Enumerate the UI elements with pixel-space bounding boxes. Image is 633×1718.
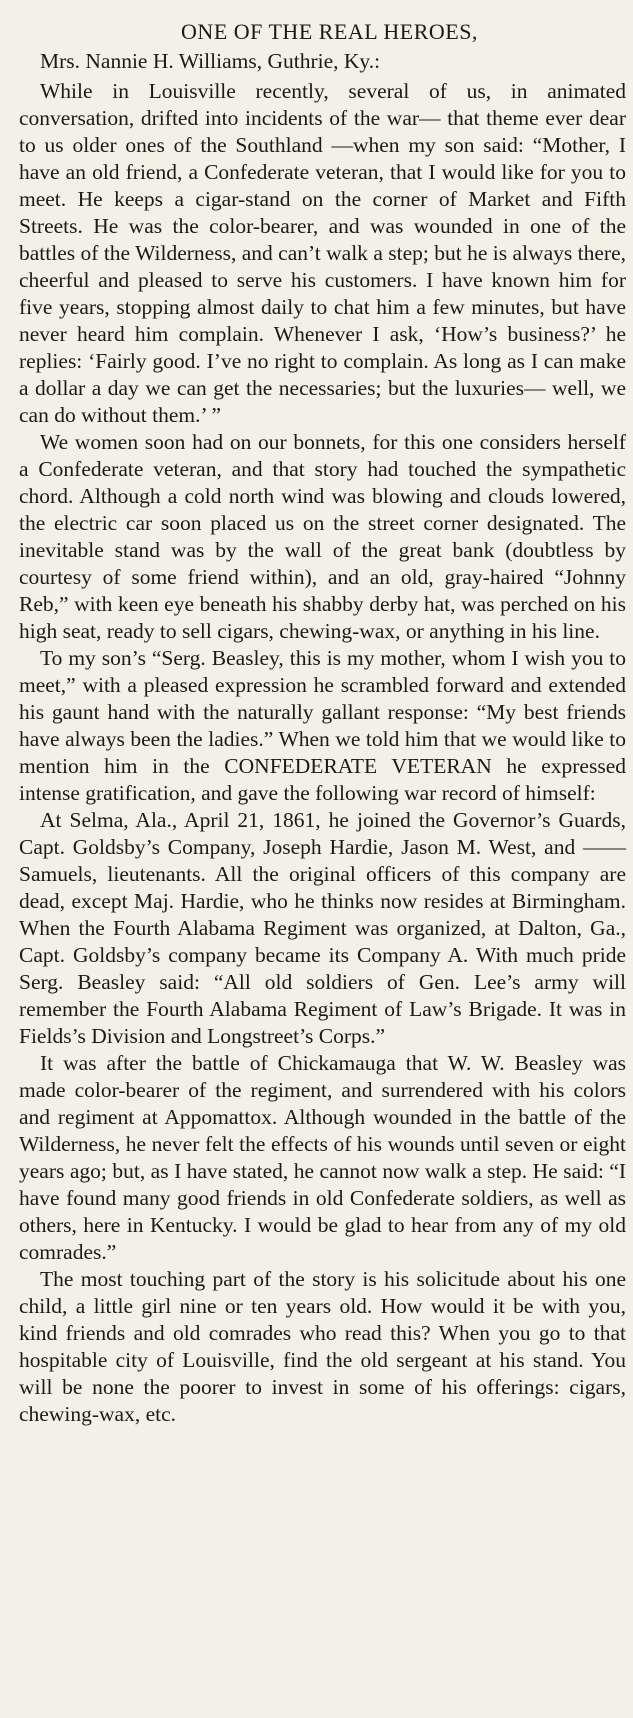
article (19, 18, 626, 1428)
article-title: ONE OF THE REAL HEROES, (181, 19, 478, 44)
article-byline: Mrs. Nannie H. Williams, Guthrie, Ky.: (40, 49, 381, 73)
article-paragraph: The most touching part of the story is his solicitude about his one child, a little girl nine or ten years old. How would it be with you, kind friends and old comrades who read this? When you go to that hospitable city of Louisville, find the old sergeant at his stand. You will be none the poorer to invest in some of his offerings: cigars, chewing-wax, etc. (19, 1267, 626, 1426)
article-paragraph: While in Louisville recently, several of us, in animated conversation, drifted into incidents of the war— that theme ever dear to us older ones of the Southland —when my son said: “Mother, I have an old friend, a Confederate veteran, that I would like for you to meet. He keeps a cigar-stand on the corner of Market and Fifth Streets. He was the color-bearer, and was wounded in one of the battles of the Wilderness, and can’t walk a step; but he is always there, cheerful and pleased to serve his customers. I have known him for five years, stopping almost daily to chat him a few minutes, but have never heard him complain. Whenever I ask, ‘How’s business?’ he replies: ‘Fairly good. I’ve no right to complain. As long as I can make a dollar a day we can get the necessaries; but the luxuries— well, we can do without them.’ ” (19, 79, 626, 427)
article-paragraph: To my son’s “Serg. Beasley, this is my mother, whom I wish you to meet,” with a pleased expression he scrambled forward and extended his gaunt hand with the naturally gallant response: “My best friends have always been the ladies.” When we told him that we would like to mention him in the CONFEDERATE VETERAN he expressed intense gratification, and gave the following war record of himself: (19, 646, 626, 805)
article-paragraph: We women soon had on our bonnets, for this one considers herself a Confederate veteran, and that story had touched the sympathetic chord. Although a cold north wind was blowing and clouds lowered, the electric car soon placed us on the street corner designated. The inevitable stand was by the wall of the great bank (doubtless by courtesy of some friend within), and an old, gray-haired “Johnny Reb,” with keen eye beneath his shabby derby hat, was perched on his high seat, ready to sell cigars, chewing-wax, or anything in his line. (19, 430, 626, 643)
article-paragraph: At Selma, Ala., April 21, 1861, he joined the Governor’s Guards, Capt. Goldsby’s Company, Joseph Hardie, Jason M. West, and —— Samuels, lieutenants. All the original officers of this company are dead, except Maj. Hardie, who he thinks now resides at Birmingham. When the Fourth Alabama Regiment was organized, at Dalton, Ga., Capt. Goldsby’s company became its Company A. With much pride Serg. Beasley said: “All old soldiers of Gen. Lee’s army will remember the Fourth Alabama Regiment of Law’s Brigade. It was in Fields’s Division and Longstreet’s Corps.” (19, 808, 626, 1048)
article-paragraph: It was after the battle of Chickamauga that W. W. Beasley was made color-bearer of the regiment, and surrendered with his colors and regiment at Appomattox. Although wounded in the battle of the Wilderness, he never felt the effects of his wounds until seven or eight years ago; but, as I have stated, he cannot now walk a step. He said: “I have found many good friends in old Confederate soldiers, as well as others, here in Kentucky. I would be glad to hear from any of my old comrades.” (19, 1051, 626, 1264)
